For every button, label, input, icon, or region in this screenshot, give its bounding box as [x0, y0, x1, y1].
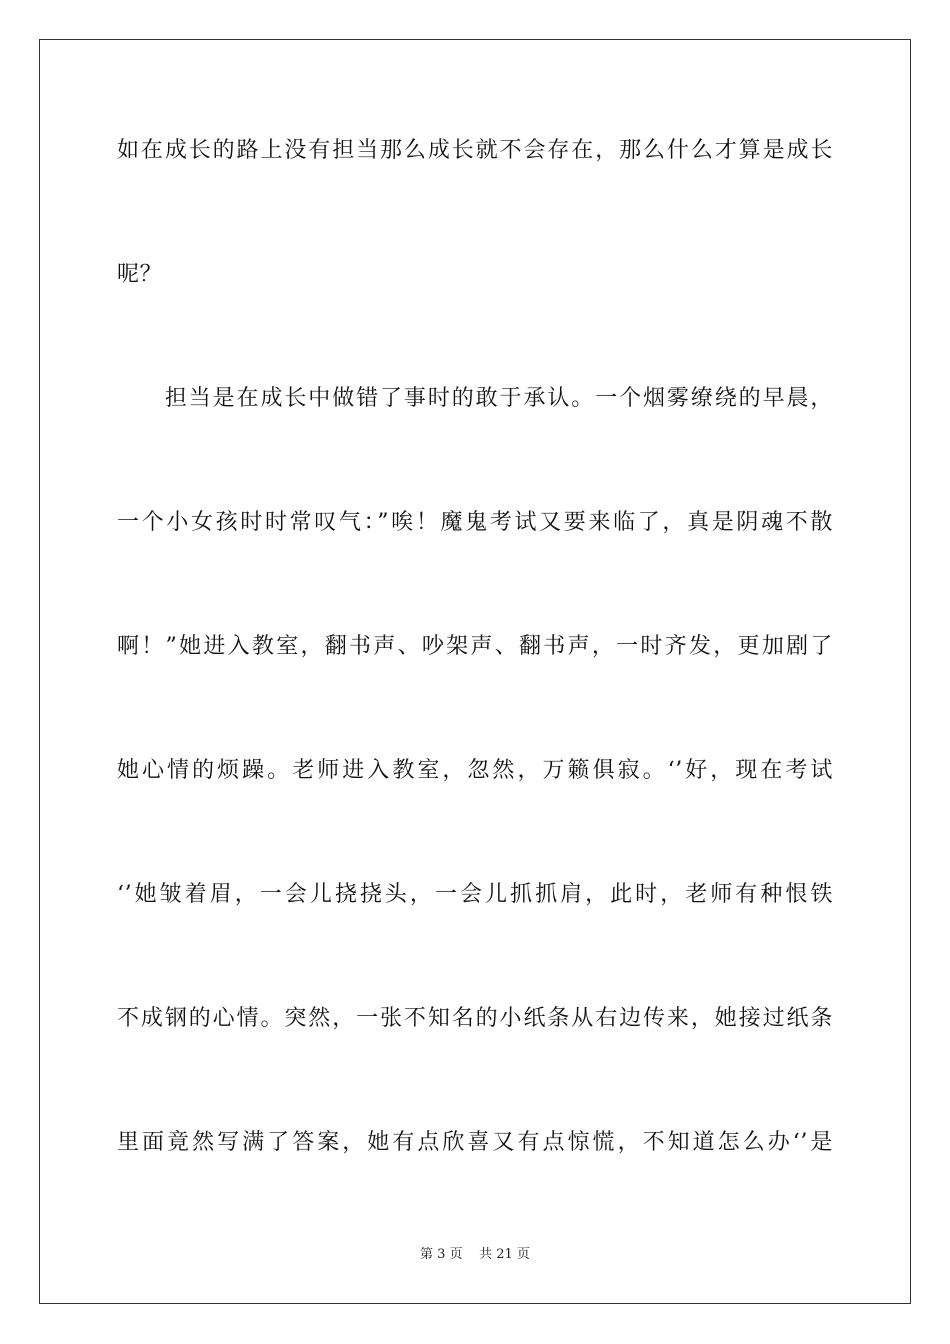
text-line-2: 呢？: [117, 262, 163, 287]
text-line-5: 啊！”她进入教室，翻书声、吵架声、翻书声，一时齐发，更加剧了: [117, 634, 833, 659]
page-total: 共 21 页: [479, 1247, 530, 1262]
text-line-7: ‘’她皱着眉，一会儿挠挠头，一会儿抓抓肩，此时，老师有种恨铁: [117, 882, 833, 907]
text-line-4: 一个小女孩时时常叹气：”唉！魔鬼考试又要来临了，真是阴魂不散: [117, 510, 833, 535]
text-line-6: 她心情的烦躁。老师进入教室，忽然，万籁俱寂。‘’好，现在考试: [117, 758, 833, 783]
text-line-8: 不成钢的心情。突然，一张不知名的小纸条从右边传来，她接过纸条: [117, 1006, 833, 1031]
page-number: 第 3 页: [420, 1247, 463, 1262]
text-line-3: 担当是在成长中做错了事时的敢于承认。一个烟雾缭绕的早晨，: [117, 386, 833, 411]
page-border: [39, 39, 911, 1304]
text-line-9: 里面竟然写满了答案，她有点欣喜又有点惊慌，不知道怎么办‘’是: [117, 1130, 833, 1155]
page-footer: [0, 1246, 950, 1264]
text-line-1: 如在成长的路上没有担当那么成长就不会存在，那么什么才算是成长: [117, 138, 833, 163]
